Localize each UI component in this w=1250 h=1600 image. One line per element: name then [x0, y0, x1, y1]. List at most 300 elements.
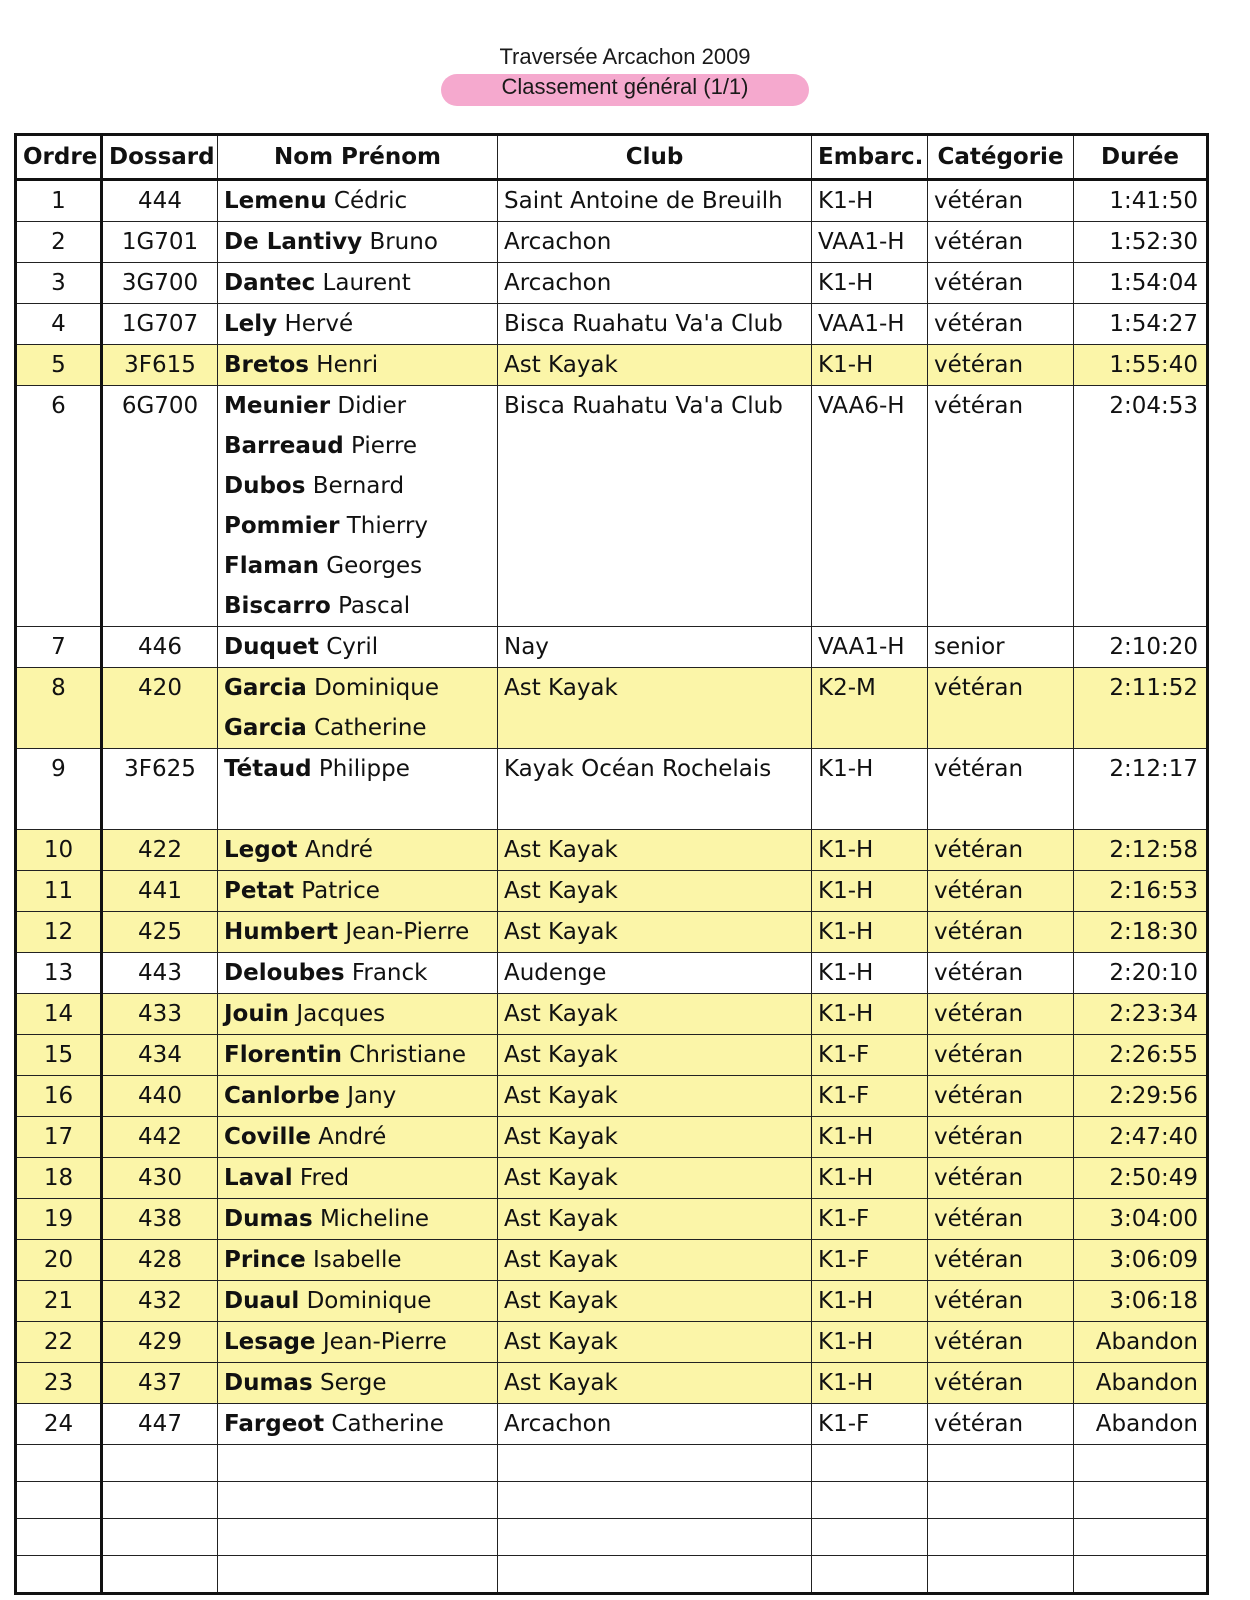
cell-dossard: 443: [102, 953, 218, 994]
empty-cell: [498, 1482, 812, 1519]
participant-lastname: Dumas: [224, 1370, 313, 1396]
cell-categorie: vétéran: [928, 668, 1074, 749]
cell-embarcation: K1-H: [812, 749, 928, 830]
cell-duree: 2:12:58: [1074, 830, 1208, 871]
cell-nom-prenom: [218, 1199, 498, 1240]
empty-table-row: [16, 1556, 1208, 1594]
table-row: [16, 1281, 1208, 1322]
participant-name: [224, 466, 491, 506]
participant-name: [224, 546, 491, 586]
cell-nom-prenom: [218, 180, 498, 222]
cell-club: Ast Kayak: [498, 1363, 812, 1404]
cell-nom-prenom: [218, 668, 498, 749]
participant-firstname: Jacques: [296, 1001, 386, 1027]
cell-nom-prenom: [218, 1035, 498, 1076]
participant-firstname: André: [304, 837, 373, 863]
cell-dossard: 6G700: [102, 386, 218, 627]
cell-ordre: 21: [16, 1281, 102, 1322]
table-row: [16, 1117, 1208, 1158]
participant-firstname: Patrice: [301, 878, 380, 904]
empty-cell: [1074, 1445, 1208, 1482]
cell-categorie: vétéran: [928, 304, 1074, 345]
cell-ordre: 3: [16, 263, 102, 304]
header-duree: Durée: [1074, 135, 1208, 180]
participant-firstname: Cyril: [326, 634, 379, 660]
participant-firstname: André: [318, 1124, 387, 1150]
participant-name: [224, 1322, 491, 1362]
cell-categorie: vétéran: [928, 180, 1074, 222]
cell-duree: 1:41:50: [1074, 180, 1208, 222]
cell-nom-prenom: [218, 749, 498, 830]
participant-firstname: Fred: [299, 1165, 350, 1191]
empty-cell: [16, 1482, 102, 1519]
cell-embarcation: K1-H: [812, 830, 928, 871]
cell-duree: 1:54:04: [1074, 263, 1208, 304]
cell-club: Ast Kayak: [498, 1322, 812, 1363]
cell-embarcation: K1-F: [812, 1076, 928, 1117]
header-categorie: Catégorie: [928, 135, 1074, 180]
cell-categorie: vétéran: [928, 1322, 1074, 1363]
cell-nom-prenom: [218, 871, 498, 912]
cell-ordre: 4: [16, 304, 102, 345]
cell-nom-prenom: [218, 1158, 498, 1199]
cell-club: Ast Kayak: [498, 1117, 812, 1158]
cell-club: Bisca Ruahatu Va'a Club: [498, 386, 812, 627]
empty-table-row: [16, 1519, 1208, 1556]
participant-lastname: Barreaud: [224, 433, 344, 459]
cell-dossard: 446: [102, 627, 218, 668]
participant-firstname: Didier: [337, 393, 407, 419]
table-row: [16, 871, 1208, 912]
cell-club: Ast Kayak: [498, 912, 812, 953]
cell-club: Ast Kayak: [498, 994, 812, 1035]
participant-firstname: Catherine: [331, 1411, 444, 1437]
participant-lastname: Lemenu: [224, 188, 327, 214]
empty-cell: [498, 1445, 812, 1482]
participant-lastname: Florentin: [224, 1042, 342, 1068]
table-row: [16, 830, 1208, 871]
participant-lastname: De Lantivy: [224, 229, 363, 255]
cell-dossard: 425: [102, 912, 218, 953]
participant-lastname: Petat: [224, 878, 294, 904]
table-row: [16, 1199, 1208, 1240]
participant-name: [224, 345, 491, 385]
header-dossard: Dossard: [102, 135, 218, 180]
cell-club: Nay: [498, 627, 812, 668]
cell-nom-prenom: [218, 222, 498, 263]
cell-duree: 2:16:53: [1074, 871, 1208, 912]
empty-cell: [498, 1556, 812, 1594]
cell-dossard: 437: [102, 1363, 218, 1404]
cell-ordre: 2: [16, 222, 102, 263]
cell-ordre: 18: [16, 1158, 102, 1199]
cell-embarcation: K1-H: [812, 180, 928, 222]
cell-ordre: 23: [16, 1363, 102, 1404]
cell-categorie: vétéran: [928, 994, 1074, 1035]
participant-name: [224, 1240, 491, 1280]
cell-ordre: 11: [16, 871, 102, 912]
participant-firstname: Dominique: [306, 1288, 432, 1314]
cell-categorie: vétéran: [928, 1281, 1074, 1322]
participant-name: [224, 386, 491, 426]
table-row: [16, 1404, 1208, 1445]
cell-club: Ast Kayak: [498, 1158, 812, 1199]
cell-club: Ast Kayak: [498, 871, 812, 912]
cell-ordre: 6: [16, 386, 102, 627]
table-row: [16, 668, 1208, 749]
table-row: [16, 180, 1208, 222]
cell-embarcation: VAA6-H: [812, 386, 928, 627]
participant-firstname: Cédric: [333, 188, 408, 214]
cell-duree: 2:47:40: [1074, 1117, 1208, 1158]
participant-firstname: Franck: [351, 960, 428, 986]
empty-cell: [812, 1445, 928, 1482]
cell-nom-prenom: [218, 830, 498, 871]
cell-categorie: vétéran: [928, 912, 1074, 953]
empty-cell: [16, 1445, 102, 1482]
table-row: [16, 1240, 1208, 1281]
cell-categorie: vétéran: [928, 830, 1074, 871]
cell-embarcation: K1-H: [812, 263, 928, 304]
header-club: Club: [498, 135, 812, 180]
participant-name: [224, 1035, 491, 1075]
empty-cell: [928, 1556, 1074, 1594]
cell-club: Ast Kayak: [498, 1199, 812, 1240]
cell-embarcation: K1-F: [812, 1404, 928, 1445]
cell-club: Ast Kayak: [498, 1240, 812, 1281]
cell-dossard: 434: [102, 1035, 218, 1076]
cell-embarcation: K1-H: [812, 953, 928, 994]
cell-ordre: 12: [16, 912, 102, 953]
participant-name: [224, 1117, 491, 1157]
empty-cell: [812, 1482, 928, 1519]
cell-duree: 2:04:53: [1074, 386, 1208, 627]
table-header-row: [16, 135, 1208, 180]
participant-name: [224, 708, 491, 748]
cell-nom-prenom: [218, 304, 498, 345]
cell-embarcation: K1-H: [812, 345, 928, 386]
document-subtitle: Classement général (1/1): [501, 74, 749, 99]
cell-embarcation: K1-F: [812, 1035, 928, 1076]
table-row: [16, 627, 1208, 668]
cell-categorie: vétéran: [928, 386, 1074, 627]
table-row: [16, 304, 1208, 345]
document-title: Traversée Arcachon 2009: [499, 44, 751, 69]
participant-name: [224, 953, 491, 993]
cell-duree: 1:55:40: [1074, 345, 1208, 386]
empty-cell: [218, 1482, 498, 1519]
participant-name: [224, 1363, 491, 1403]
cell-embarcation: VAA1-H: [812, 627, 928, 668]
empty-cell: [102, 1445, 218, 1482]
cell-club: Kayak Océan Rochelais: [498, 749, 812, 830]
participant-firstname: Jean-Pierre: [322, 1329, 447, 1355]
participant-lastname: Fargeot: [224, 1411, 325, 1437]
participant-name: [224, 1158, 491, 1198]
cell-nom-prenom: [218, 953, 498, 994]
results-body: [16, 180, 1208, 1594]
cell-duree: 3:06:09: [1074, 1240, 1208, 1281]
cell-dossard: 438: [102, 1199, 218, 1240]
cell-categorie: vétéran: [928, 1158, 1074, 1199]
cell-duree: Abandon: [1074, 1322, 1208, 1363]
table-row: [16, 994, 1208, 1035]
participant-firstname: Dominique: [314, 675, 439, 701]
cell-nom-prenom: [218, 1281, 498, 1322]
participant-lastname: Deloubes: [224, 960, 345, 986]
header-embarc: Embarc.: [812, 135, 928, 180]
subtitle-highlight: [441, 72, 808, 102]
participant-name: [224, 749, 491, 789]
cell-nom-prenom: [218, 386, 498, 627]
cell-nom-prenom: [218, 627, 498, 668]
participant-firstname: Laurent: [322, 270, 411, 296]
cell-dossard: 430: [102, 1158, 218, 1199]
cell-ordre: 13: [16, 953, 102, 994]
cell-embarcation: K1-H: [812, 1322, 928, 1363]
cell-club: Ast Kayak: [498, 345, 812, 386]
empty-cell: [928, 1482, 1074, 1519]
cell-duree: 2:20:10: [1074, 953, 1208, 994]
empty-cell: [218, 1519, 498, 1556]
cell-club: Arcachon: [498, 1404, 812, 1445]
empty-cell: [102, 1482, 218, 1519]
cell-categorie: vétéran: [928, 222, 1074, 263]
cell-nom-prenom: [218, 912, 498, 953]
participant-firstname: Bernard: [312, 473, 405, 499]
empty-table-row: [16, 1482, 1208, 1519]
cell-duree: 2:10:20: [1074, 627, 1208, 668]
cell-categorie: senior: [928, 627, 1074, 668]
participant-lastname: Dumas: [224, 1206, 313, 1232]
empty-cell: [498, 1519, 812, 1556]
cell-ordre: 22: [16, 1322, 102, 1363]
table-row: [16, 1322, 1208, 1363]
table-row: [16, 1363, 1208, 1404]
participant-firstname: Christiane: [349, 1042, 466, 1068]
empty-cell: [1074, 1556, 1208, 1594]
participant-name: [224, 222, 491, 262]
cell-duree: 2:23:34: [1074, 994, 1208, 1035]
participant-name: [224, 586, 491, 626]
cell-dossard: 440: [102, 1076, 218, 1117]
participant-name: [224, 912, 491, 952]
participant-firstname: Hervé: [284, 311, 354, 337]
participant-firstname: Thierry: [346, 513, 429, 539]
cell-ordre: 8: [16, 668, 102, 749]
cell-ordre: 19: [16, 1199, 102, 1240]
table-row: [16, 386, 1208, 627]
cell-ordre: 20: [16, 1240, 102, 1281]
cell-embarcation: K1-H: [812, 912, 928, 953]
cell-club: Saint Antoine de Breuilh: [498, 180, 812, 222]
participant-name: [224, 1076, 491, 1116]
table-row: [16, 1035, 1208, 1076]
cell-dossard: 420: [102, 668, 218, 749]
cell-categorie: vétéran: [928, 1240, 1074, 1281]
participant-firstname: Philippe: [318, 756, 410, 782]
empty-cell: [1074, 1482, 1208, 1519]
empty-cell: [812, 1519, 928, 1556]
participant-firstname: Jean-Pierre: [345, 919, 470, 945]
cell-ordre: 1: [16, 180, 102, 222]
header-ordre: Ordre: [16, 135, 102, 180]
cell-embarcation: K1-F: [812, 1199, 928, 1240]
participant-name: [224, 871, 491, 911]
cell-duree: 3:06:18: [1074, 1281, 1208, 1322]
cell-duree: 2:11:52: [1074, 668, 1208, 749]
table-row: [16, 1158, 1208, 1199]
cell-embarcation: K1-F: [812, 1240, 928, 1281]
cell-nom-prenom: [218, 1322, 498, 1363]
participant-name: [224, 789, 491, 829]
cell-ordre: 16: [16, 1076, 102, 1117]
table-row: [16, 222, 1208, 263]
participant-lastname: Canlorbe: [224, 1083, 340, 1109]
cell-duree: 3:04:00: [1074, 1199, 1208, 1240]
participant-firstname: Georges: [326, 553, 423, 579]
empty-cell: [102, 1556, 218, 1594]
participant-firstname: Henri: [316, 352, 379, 378]
empty-cell: [812, 1556, 928, 1594]
cell-categorie: vétéran: [928, 749, 1074, 830]
cell-duree: 2:18:30: [1074, 912, 1208, 953]
cell-dossard: 1G707: [102, 304, 218, 345]
empty-cell: [218, 1556, 498, 1594]
participant-lastname: Humbert: [224, 919, 338, 945]
cell-categorie: vétéran: [928, 871, 1074, 912]
cell-nom-prenom: [218, 1404, 498, 1445]
cell-ordre: 9: [16, 749, 102, 830]
cell-categorie: vétéran: [928, 263, 1074, 304]
empty-cell: [102, 1519, 218, 1556]
participant-lastname: Laval: [224, 1165, 293, 1191]
cell-dossard: 3G700: [102, 263, 218, 304]
participant-lastname: Tétaud: [224, 756, 312, 782]
cell-ordre: 7: [16, 627, 102, 668]
cell-duree: Abandon: [1074, 1404, 1208, 1445]
cell-ordre: 15: [16, 1035, 102, 1076]
cell-nom-prenom: [218, 345, 498, 386]
cell-ordre: 17: [16, 1117, 102, 1158]
participant-firstname: Pascal: [338, 593, 411, 619]
participant-name: [224, 668, 491, 708]
cell-categorie: vétéran: [928, 1363, 1074, 1404]
cell-club: Arcachon: [498, 222, 812, 263]
cell-embarcation: VAA1-H: [812, 222, 928, 263]
results-table: [14, 133, 1209, 1595]
empty-cell: [16, 1519, 102, 1556]
cell-categorie: vétéran: [928, 345, 1074, 386]
cell-duree: 2:50:49: [1074, 1158, 1208, 1199]
participant-lastname: Dantec: [224, 270, 316, 296]
cell-embarcation: K1-H: [812, 1158, 928, 1199]
cell-categorie: vétéran: [928, 1035, 1074, 1076]
empty-cell: [928, 1519, 1074, 1556]
cell-duree: 1:54:27: [1074, 304, 1208, 345]
cell-categorie: vétéran: [928, 1117, 1074, 1158]
cell-embarcation: K1-H: [812, 871, 928, 912]
cell-dossard: 1G701: [102, 222, 218, 263]
cell-dossard: 433: [102, 994, 218, 1035]
table-row: [16, 912, 1208, 953]
cell-duree: 2:29:56: [1074, 1076, 1208, 1117]
cell-club: Ast Kayak: [498, 830, 812, 871]
cell-embarcation: K1-H: [812, 1117, 928, 1158]
table-row: [16, 953, 1208, 994]
participant-name: [224, 1404, 491, 1444]
participant-name: [224, 426, 491, 466]
participant-firstname: Micheline: [319, 1206, 430, 1232]
participant-lastname: Jouin: [224, 1001, 289, 1027]
participant-firstname: Isabelle: [313, 1247, 402, 1273]
cell-duree: 1:52:30: [1074, 222, 1208, 263]
participant-lastname: Duaul: [224, 1288, 300, 1314]
participant-name: [224, 263, 491, 303]
cell-club: Audenge: [498, 953, 812, 994]
table-row: [16, 749, 1208, 830]
document-header: [0, 42, 1250, 102]
cell-ordre: 24: [16, 1404, 102, 1445]
table-row: [16, 263, 1208, 304]
participant-name: [224, 304, 491, 344]
participant-name: [224, 830, 491, 870]
cell-embarcation: K2-M: [812, 668, 928, 749]
cell-nom-prenom: [218, 1076, 498, 1117]
empty-cell: [1074, 1519, 1208, 1556]
empty-cell: [218, 1445, 498, 1482]
participant-name: [224, 627, 491, 667]
cell-dossard: 3F625: [102, 749, 218, 830]
cell-nom-prenom: [218, 1363, 498, 1404]
cell-dossard: 447: [102, 1404, 218, 1445]
participant-lastname: Garcia: [224, 715, 307, 741]
cell-club: Ast Kayak: [498, 1281, 812, 1322]
cell-club: Arcachon: [498, 263, 812, 304]
participant-name: [224, 506, 491, 546]
cell-duree: Abandon: [1074, 1363, 1208, 1404]
empty-table-row: [16, 1445, 1208, 1482]
participant-name: [224, 1281, 491, 1321]
table-row: [16, 345, 1208, 386]
cell-dossard: 441: [102, 871, 218, 912]
participant-name: [224, 181, 491, 221]
cell-categorie: vétéran: [928, 1076, 1074, 1117]
empty-cell: [928, 1445, 1074, 1482]
participant-firstname: Bruno: [369, 229, 438, 255]
cell-dossard: 442: [102, 1117, 218, 1158]
header-nom-prenom: Nom Prénom: [218, 135, 498, 180]
cell-dossard: 432: [102, 1281, 218, 1322]
cell-embarcation: K1-H: [812, 1281, 928, 1322]
empty-cell: [16, 1556, 102, 1594]
participant-lastname: Duquet: [224, 634, 319, 660]
participant-lastname: Lely: [224, 311, 278, 337]
participant-lastname: Legot: [224, 837, 298, 863]
participant-name: [224, 994, 491, 1034]
cell-categorie: vétéran: [928, 953, 1074, 994]
participant-lastname: Flaman: [224, 553, 319, 579]
cell-embarcation: VAA1-H: [812, 304, 928, 345]
participant-lastname: Dubos: [224, 473, 306, 499]
participant-firstname: Jany: [347, 1083, 397, 1109]
cell-club: Ast Kayak: [498, 1035, 812, 1076]
participant-lastname: Biscarro: [224, 593, 331, 619]
participant-firstname: Pierre: [351, 433, 418, 459]
cell-dossard: 444: [102, 180, 218, 222]
cell-nom-prenom: [218, 1240, 498, 1281]
participant-lastname: Coville: [224, 1124, 311, 1150]
